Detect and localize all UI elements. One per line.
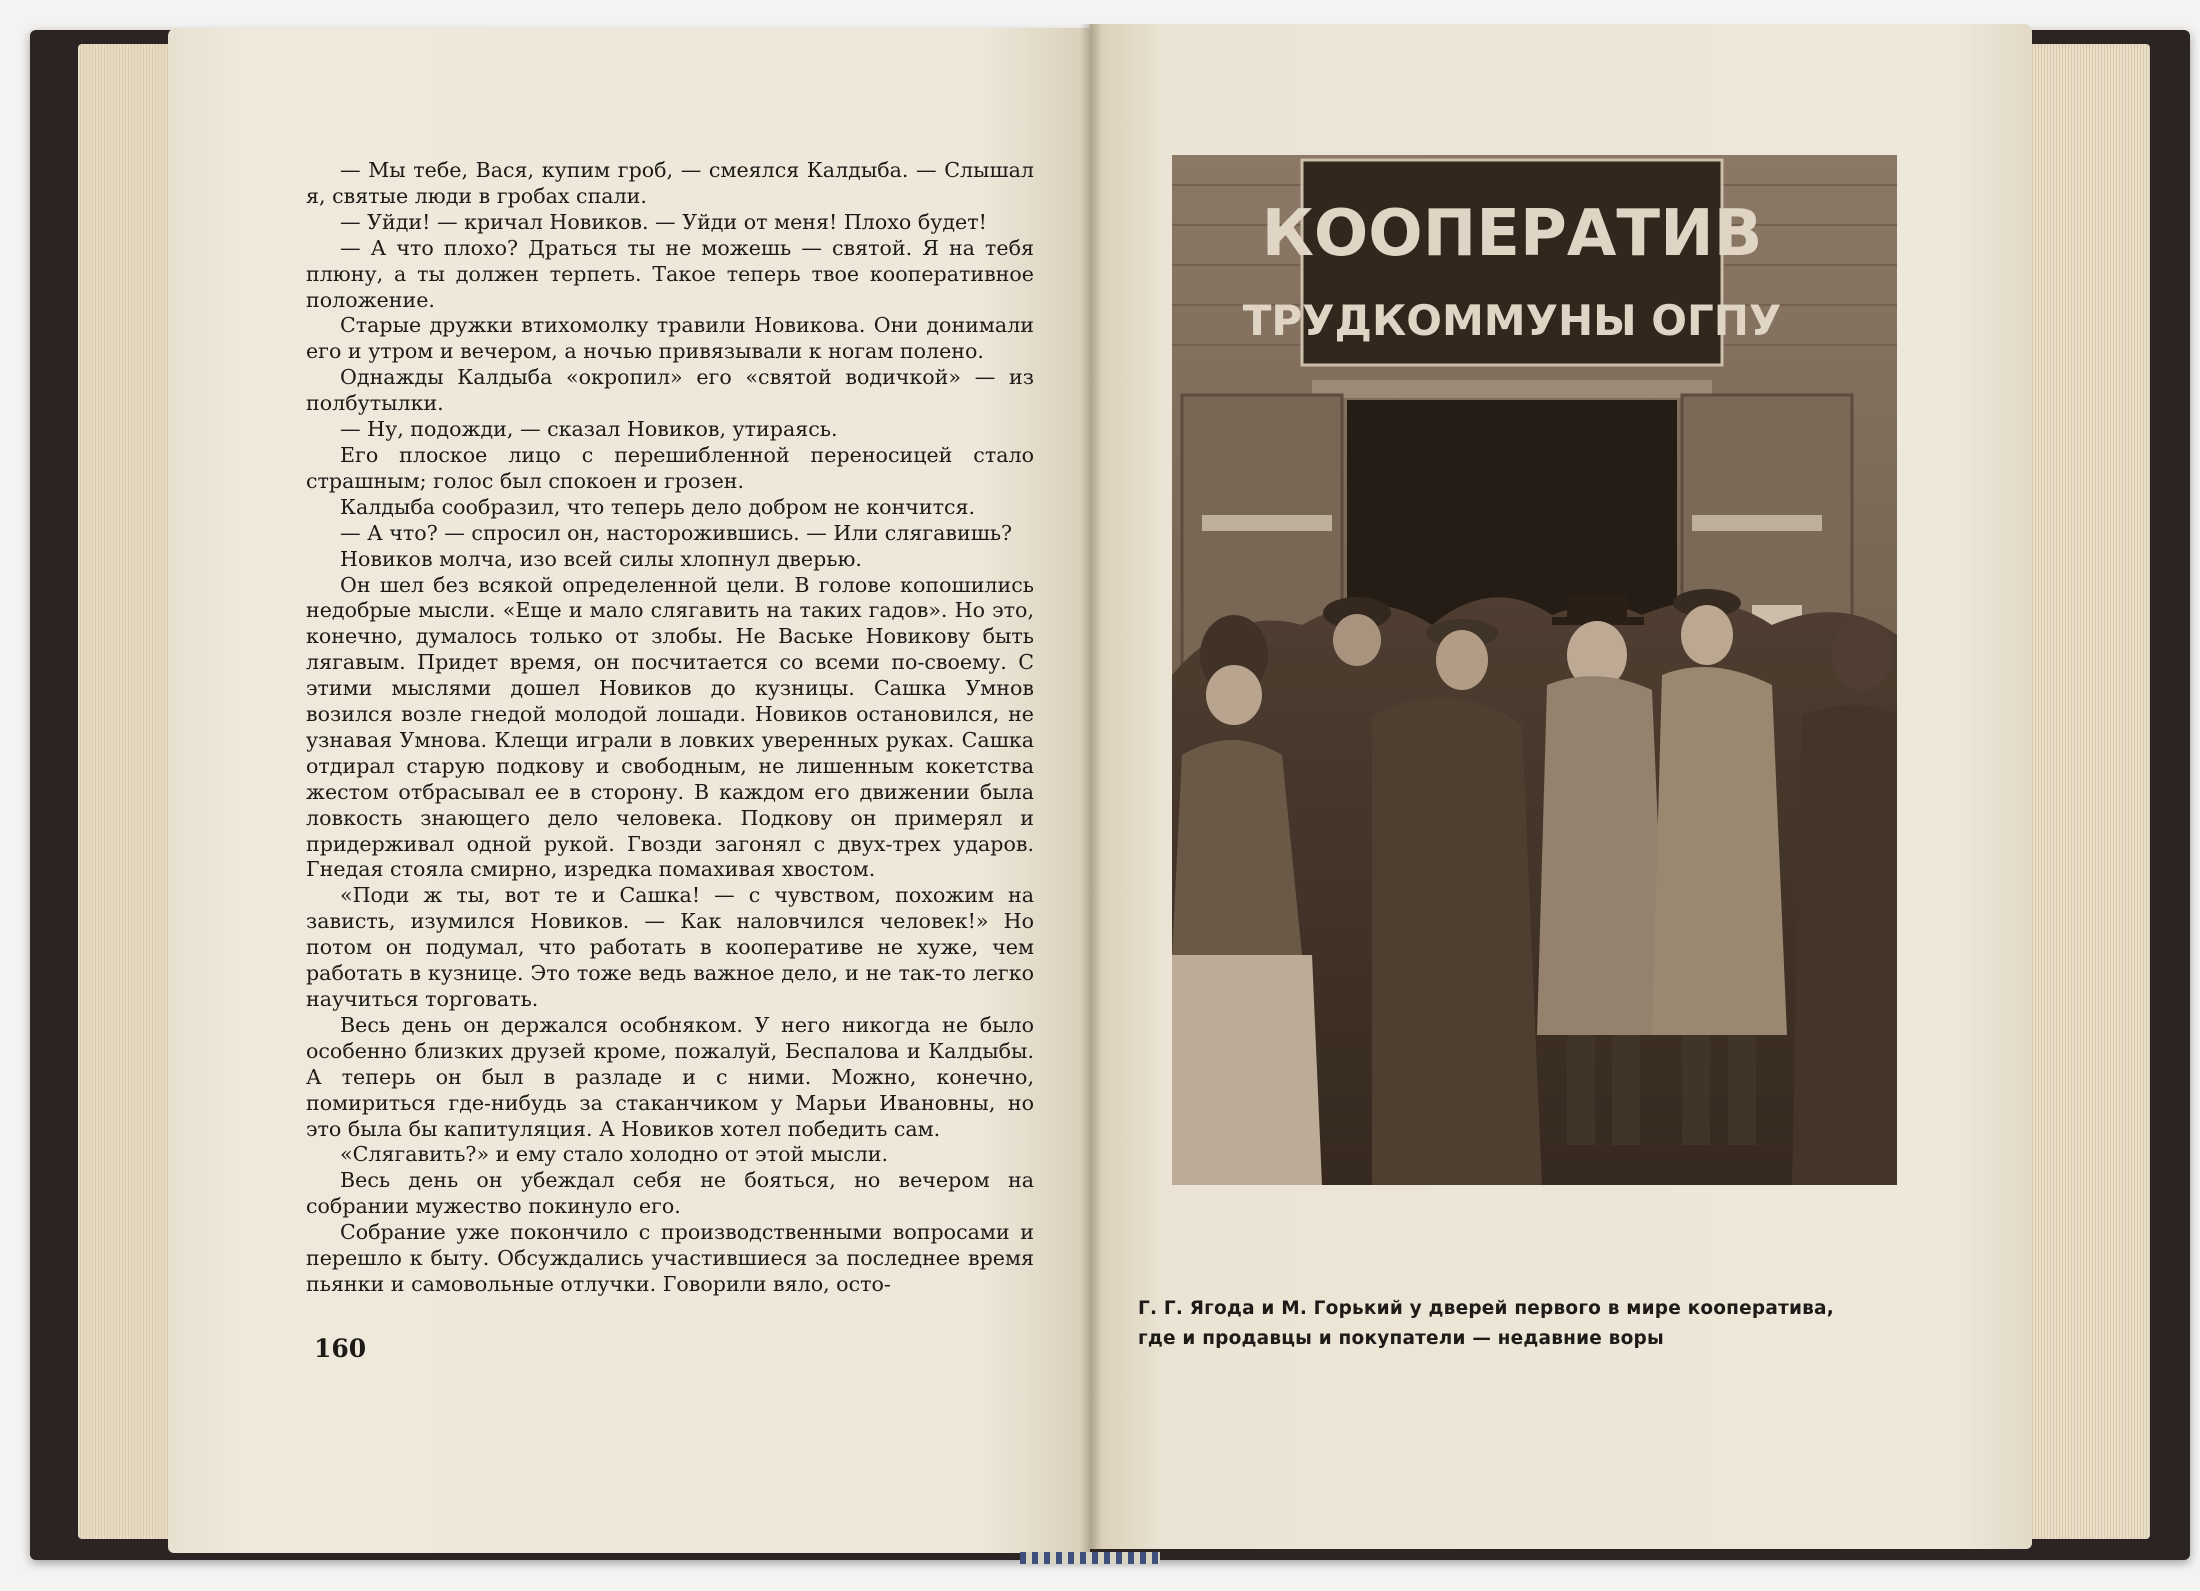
sign-line-2: ТРУДКОММУНЫ ОГПУ [1242,296,1782,345]
paragraph: — Уйди! — кричал Новиков. — Уйди от меня! Плохо будет! [340,209,987,234]
caption-line-1: Г. Г. Ягода и М. Горький у дверей первого в мире кооператива, [1138,1298,1834,1319]
paragraph: Однажды Калдыба «окропил» его «святой водичкой» — из полбутылки. [306,365,1034,416]
paragraph: Весь день он держался особняком. У него никогда не было особенно близких друзей кроме, пожалуй, Беспалова и Калдыбы. А теперь он был в разладе и с ними. Можно, конечно, помириться где-нибудь за стаканчиком у Марьи Ивановны, но это была бы капитуляция. А Новиков хотел победить сам. [306,1012,1034,1141]
paragraph: «Поди ж ты, вот те и Сашка! — с чувством, похожим на зависть, изумился Новиков. — Как наловчился человек!» Но потом он подумал, что работать в кооперативе не хуже, чем работать в кузнице. Это тоже ведь важное дело, и не так-то легко научиться торговать. [306,883,1034,1011]
paragraph: — А что плохо? Драться ты не можешь — святой. Я на тебя плюну, а ты должен терпеть. Такое теперь твое кооперативное положение. [306,235,1034,312]
photograph-cooperative [1172,155,1897,1185]
paragraph: — А что? — спросил он, насторожившись. — Или слягавишь? [340,520,1013,545]
caption-line-2: где и продавцы и покупатели — недавние воры [1138,1328,1664,1349]
sign-line-1: КООПЕРАТИВ [1261,197,1763,271]
paragraph: Старые дружки втихомолку травили Новикова. Они донимали его и утром и вечером, а ночью привязывали к ногам полено. [306,313,1034,364]
left-page-text [306,158,1034,1298]
page-number: 160 [314,1334,367,1363]
paragraph: — Ну, подожди, — сказал Новиков, утираясь. [340,417,838,442]
book-gutter [1080,24,1102,1554]
paragraph: Он шел без всякой определенной цели. В голове копошились недобрые мысли. «Еще и мало слягавить на таких гадов». Но это, конечно, думалось только от злобы. Не Ваське Новикову быть лягавым. Придет время, он посчитается со всеми по-своему. С этими мыслями дошел Новиков до кузницы. Сашка Умнов возился возле гнедой молодой лошади. Новиков остановился, не узнавая Умнова. Клещи играли в ловких уверенных руках. Сашка отдирал старую подкову и свободным, не лишенным кокетства жестом отбрасывал ее в сторону. В каждом его движении была ловкость знающего дело человека. Подкову он примерял и придерживал одной рукой. Гвозди загонял с двух-трех ударов. Гнедая стояла смирно, изредка помахивая хвостом. [306,572,1034,882]
paragraph: Новиков молча, изо всей силы хлопнул дверью. [340,546,862,571]
paragraph: Собрание уже покончило с производственными вопросами и перешло к быту. Обсуждались участившиеся за последнее время пьянки и самовольные отлучки. Говорили вяло, осто- [306,1220,1034,1296]
paragraph: Весь день он убеждал себя не бояться, но вечером на собрании мужество покинуло его. [306,1168,1034,1219]
paragraph: — Мы тебе, Вася, купим гроб, — смеялся Калдыба. — Слышал я, святые люди в гробах спали. [306,158,1034,208]
paragraph: Его плоское лицо с перешибленной переносицей стало страшным; голос был спокоен и грозен. [306,442,1034,493]
photo-caption [1138,1294,1938,1354]
right-page-edges [2030,44,2150,1539]
left-page-edges [78,44,170,1539]
paragraph: Калдыба сообразил, что теперь дело добром не кончится. [340,494,976,519]
paragraph: «Слягавить?» и ему стало холодно от этой мысли. [340,1142,889,1167]
spine-headband [1020,1552,1160,1564]
